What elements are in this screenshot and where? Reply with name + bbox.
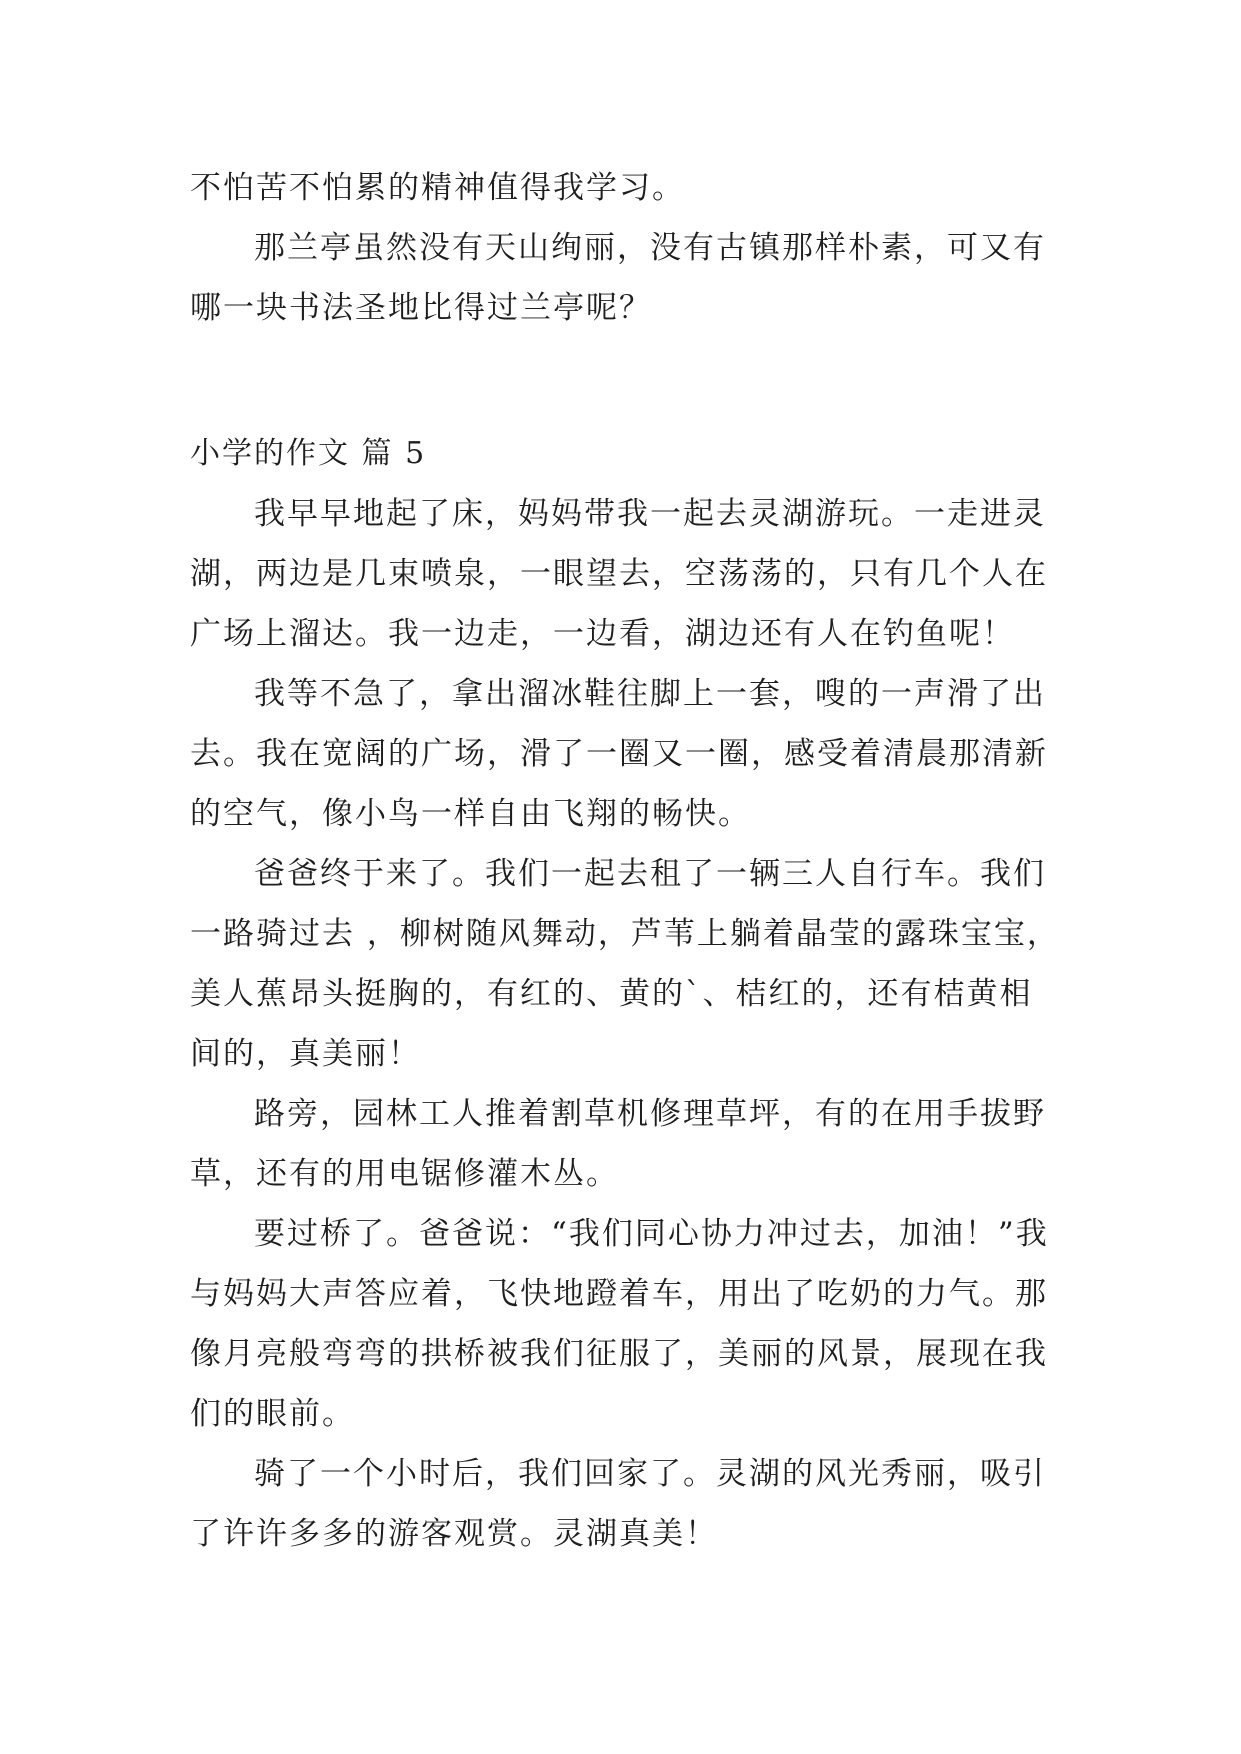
paragraph-line: 美人蕉昂头挺胸的，有红的、黄的`、桔红的，还有桔黄相 xyxy=(190,976,1033,1012)
paragraph-line: 湖，两边是几束喷泉，一眼望去，空荡荡的，只有几个人在 xyxy=(190,556,1048,592)
paragraph-line: 间的，真美丽！ xyxy=(190,1036,421,1072)
paragraph-line: 那兰亭虽然没有天山绚丽，没有古镇那样朴素，可又有 xyxy=(254,230,1046,266)
document-page xyxy=(190,158,1060,1564)
paragraph-line: 与妈妈大声答应着，飞快地蹬着车，用出了吃奶的力气。那 xyxy=(190,1276,1048,1312)
section-gap xyxy=(190,338,1050,424)
paragraph-line: 我等不急了，拿出溜冰鞋往脚上一套，嗖的一声滑了出 xyxy=(254,676,1046,712)
paragraph-line: 要过桥了。爸爸说：“我们同心协力冲过去，加油！”我 xyxy=(254,1216,1049,1252)
paragraph-line: 的空气，像小鸟一样自由飞翔的畅快。 xyxy=(190,796,751,832)
paragraph-line: 去。我在宽阔的广场，滑了一圈又一圈，感受着清晨那清新 xyxy=(190,736,1048,772)
essay-heading: 小学的作文 篇 5 xyxy=(190,436,427,471)
paragraph-line: 不怕苦不怕累的精神值得我学习。 xyxy=(190,170,685,206)
paragraph-line: 广场上溜达。我一边走，一边看，湖边还有人在钓鱼呢！ xyxy=(190,616,1015,652)
paragraph-line: 爸爸终于来了。我们一起去租了一辆三人自行车。我们 xyxy=(254,856,1046,892)
paragraph-line: 一路骑过去 ，柳树随风舞动，芦苇上躺着晶莹的露珠宝宝， xyxy=(190,916,1060,952)
paragraph-line: 哪一块书法圣地比得过兰亭呢？ xyxy=(190,290,652,326)
paragraph-line: 骑了一个小时后，我们回家了。灵湖的风光秀丽，吸引 xyxy=(254,1456,1046,1492)
paragraph-line: 了许许多多的游客观赏。灵湖真美！ xyxy=(190,1516,718,1552)
paragraph-line: 们的眼前。 xyxy=(190,1396,355,1432)
paragraph-line: 我早早地起了床，妈妈带我一起去灵湖游玩。一走进灵 xyxy=(254,496,1046,532)
paragraph-line: 路旁，园林工人推着割草机修理草坪，有的在用手拔野 xyxy=(254,1096,1046,1132)
paragraph-line: 草，还有的用电锯修灌木丛。 xyxy=(190,1156,619,1192)
paragraph-line: 像月亮般弯弯的拱桥被我们征服了，美丽的风景，展现在我 xyxy=(190,1336,1048,1372)
